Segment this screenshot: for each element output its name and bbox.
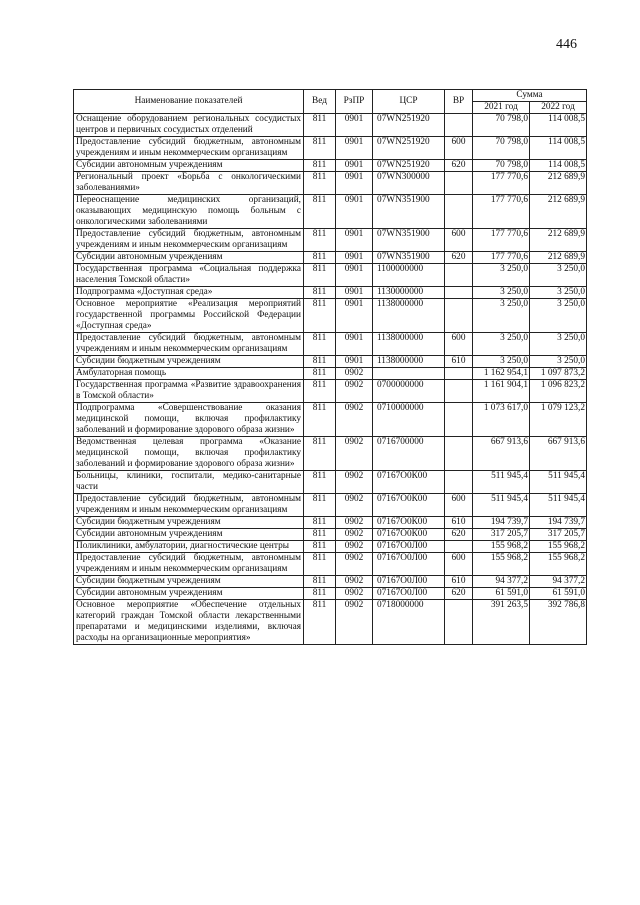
row-name: Субсидии бюджетным учреждениям xyxy=(74,517,304,529)
row-rzpr: 0901 xyxy=(336,172,373,195)
row-vr: 600 xyxy=(445,137,473,160)
row-sum-2022: 3 250,0 xyxy=(530,264,587,287)
row-sum-2021: 3 250,0 xyxy=(473,356,530,368)
row-ved: 811 xyxy=(304,517,336,529)
row-ved: 811 xyxy=(304,299,336,333)
row-ved: 811 xyxy=(304,137,336,160)
row-vr xyxy=(445,299,473,333)
row-ved: 811 xyxy=(304,380,336,403)
row-sum-2021: 1 161 904,1 xyxy=(473,380,530,403)
row-vr: 600 xyxy=(445,333,473,356)
table-row xyxy=(74,114,587,137)
row-vr xyxy=(445,195,473,229)
row-rzpr: 0901 xyxy=(336,287,373,299)
row-sum-2022: 212 689,9 xyxy=(530,195,587,229)
row-ved: 811 xyxy=(304,600,336,645)
row-sum-2022: 114 008,5 xyxy=(530,137,587,160)
row-sum-2022: 212 689,9 xyxy=(530,229,587,252)
row-rzpr: 0902 xyxy=(336,494,373,517)
row-vr xyxy=(445,471,473,494)
header-csr: ЦСР xyxy=(373,90,445,114)
row-csr: 07167О0К00 xyxy=(373,494,445,517)
row-name: Основное мероприятие «Реализация мероприятий государственной программы Российской Федерации «Доступная среда» xyxy=(74,299,304,333)
row-csr: 07WN300000 xyxy=(373,172,445,195)
row-rzpr: 0902 xyxy=(336,588,373,600)
row-ved: 811 xyxy=(304,160,336,172)
row-sum-2021: 1 073 617,0 xyxy=(473,403,530,437)
row-name: Предоставление субсидий бюджетным, автономным учреждениям и иным некоммерческим организациям xyxy=(74,333,304,356)
row-csr: 07167О0Л00 xyxy=(373,553,445,576)
table-row xyxy=(74,172,587,195)
row-sum-2022: 61 591,0 xyxy=(530,588,587,600)
row-sum-2022: 114 008,5 xyxy=(530,114,587,137)
row-rzpr: 0901 xyxy=(336,160,373,172)
table-row xyxy=(74,299,587,333)
row-ved: 811 xyxy=(304,471,336,494)
row-sum-2022: 155 968,2 xyxy=(530,553,587,576)
row-ved: 811 xyxy=(304,287,336,299)
row-vr xyxy=(445,287,473,299)
row-vr: 600 xyxy=(445,229,473,252)
row-vr xyxy=(445,403,473,437)
row-sum-2022: 1 097 873,2 xyxy=(530,368,587,380)
row-sum-2022: 212 689,9 xyxy=(530,172,587,195)
row-sum-2021: 70 798,0 xyxy=(473,137,530,160)
table-row xyxy=(74,517,587,529)
row-rzpr: 0901 xyxy=(336,252,373,264)
table-row xyxy=(74,494,587,517)
row-csr: 07WN351900 xyxy=(373,252,445,264)
row-sum-2022: 317 205,7 xyxy=(530,529,587,541)
row-csr xyxy=(373,368,445,380)
row-vr xyxy=(445,172,473,195)
row-name: Субсидии автономным учреждениям xyxy=(74,160,304,172)
row-sum-2022: 3 250,0 xyxy=(530,287,587,299)
row-name: Субсидии автономным учреждениям xyxy=(74,588,304,600)
table-row xyxy=(74,368,587,380)
row-name: Предоставление субсидий бюджетным, автономным учреждениям и иным некоммерческим организациям xyxy=(74,553,304,576)
row-ved: 811 xyxy=(304,403,336,437)
table-row xyxy=(74,588,587,600)
table-body xyxy=(74,114,587,645)
table-row xyxy=(74,229,587,252)
row-name: Ведомственная целевая программа «Оказание медицинской помощи, включая профилактику заболеваний и формирование здорового образа жизни» xyxy=(74,437,304,471)
row-rzpr: 0901 xyxy=(336,195,373,229)
row-sum-2022: 114 008,5 xyxy=(530,160,587,172)
row-sum-2021: 3 250,0 xyxy=(473,264,530,287)
row-vr xyxy=(445,600,473,645)
header-ved: Вед xyxy=(304,90,336,114)
row-sum-2021: 3 250,0 xyxy=(473,333,530,356)
row-sum-2021: 3 250,0 xyxy=(473,299,530,333)
row-csr: 07167О0К00 xyxy=(373,517,445,529)
row-csr: 0718000000 xyxy=(373,600,445,645)
row-name: Предоставление субсидий бюджетным, автономным учреждениям и иным некоммерческим организациям xyxy=(74,229,304,252)
table-row xyxy=(74,553,587,576)
row-rzpr: 0902 xyxy=(336,517,373,529)
row-sum-2022: 194 739,7 xyxy=(530,517,587,529)
table-row xyxy=(74,137,587,160)
row-vr: 600 xyxy=(445,553,473,576)
header-name: Наименование показателей xyxy=(74,90,304,114)
row-rzpr: 0902 xyxy=(336,529,373,541)
table-row xyxy=(74,600,587,645)
row-vr xyxy=(445,380,473,403)
row-ved: 811 xyxy=(304,553,336,576)
row-name: Основное мероприятие «Обеспечение отдельных категорий граждан Томской области лекарственными препаратами и медицинскими изделиями, включая расходы на организационные мероприятия» xyxy=(74,600,304,645)
row-rzpr: 0902 xyxy=(336,600,373,645)
row-ved: 811 xyxy=(304,252,336,264)
row-csr: 1138000000 xyxy=(373,356,445,368)
row-ved: 811 xyxy=(304,195,336,229)
row-rzpr: 0901 xyxy=(336,114,373,137)
row-csr: 1138000000 xyxy=(373,333,445,356)
row-csr: 07WN251920 xyxy=(373,114,445,137)
row-csr: 07WN351900 xyxy=(373,229,445,252)
budget-table xyxy=(73,89,587,645)
row-vr: 610 xyxy=(445,356,473,368)
row-csr: 1130000000 xyxy=(373,287,445,299)
header-rzpr: РзПР xyxy=(336,90,373,114)
row-name: Подпрограмма «Совершенствование оказания медицинской помощи, включая профилактику заболеваний и формирование здорового образа жизни» xyxy=(74,403,304,437)
row-sum-2021: 667 913,6 xyxy=(473,437,530,471)
row-name: Поликлиники, амбулатории, диагностические центры xyxy=(74,541,304,553)
row-sum-2022: 94 377,2 xyxy=(530,576,587,588)
header-vr: ВР xyxy=(445,90,473,114)
row-sum-2022: 155 968,2 xyxy=(530,541,587,553)
row-sum-2021: 177 770,6 xyxy=(473,229,530,252)
row-vr: 620 xyxy=(445,160,473,172)
table-row xyxy=(74,287,587,299)
row-csr: 07167О0К00 xyxy=(373,471,445,494)
row-sum-2021: 194 739,7 xyxy=(473,517,530,529)
row-sum-2022: 511 945,4 xyxy=(530,471,587,494)
row-ved: 811 xyxy=(304,368,336,380)
row-ved: 811 xyxy=(304,494,336,517)
row-name: Региональный проект «Борьба с онкологическими заболеваниями» xyxy=(74,172,304,195)
row-rzpr: 0902 xyxy=(336,437,373,471)
row-sum-2022: 3 250,0 xyxy=(530,299,587,333)
row-name: Больницы, клиники, госпитали, медико-санитарные части xyxy=(74,471,304,494)
row-sum-2021: 155 968,2 xyxy=(473,553,530,576)
row-csr: 07WN351900 xyxy=(373,195,445,229)
row-sum-2022: 1 079 123,2 xyxy=(530,403,587,437)
table-row xyxy=(74,403,587,437)
row-sum-2022: 392 786,8 xyxy=(530,600,587,645)
table-row xyxy=(74,471,587,494)
table-row xyxy=(74,356,587,368)
row-rzpr: 0902 xyxy=(336,368,373,380)
row-vr xyxy=(445,264,473,287)
row-sum-2022: 511 945,4 xyxy=(530,494,587,517)
row-ved: 811 xyxy=(304,356,336,368)
row-sum-2021: 61 591,0 xyxy=(473,588,530,600)
row-name: Субсидии бюджетным учреждениям xyxy=(74,576,304,588)
row-ved: 811 xyxy=(304,114,336,137)
row-ved: 811 xyxy=(304,437,336,471)
row-name: Субсидии бюджетным учреждениям xyxy=(74,356,304,368)
row-rzpr: 0902 xyxy=(336,576,373,588)
header-year-2021: 2021 год xyxy=(473,102,530,114)
row-name: Оснащение оборудованием региональных сосудистых центров и первичных сосудистых отделений xyxy=(74,114,304,137)
row-csr: 07167О0Л00 xyxy=(373,541,445,553)
row-sum-2021: 70 798,0 xyxy=(473,114,530,137)
table-row xyxy=(74,380,587,403)
row-rzpr: 0902 xyxy=(336,380,373,403)
row-rzpr: 0901 xyxy=(336,229,373,252)
row-ved: 811 xyxy=(304,229,336,252)
row-vr xyxy=(445,368,473,380)
row-csr: 07167О0К00 xyxy=(373,529,445,541)
row-rzpr: 0902 xyxy=(336,553,373,576)
row-ved: 811 xyxy=(304,529,336,541)
row-vr: 620 xyxy=(445,252,473,264)
row-name: Субсидии автономным учреждениям xyxy=(74,252,304,264)
row-csr: 07167О0Л00 xyxy=(373,576,445,588)
table-row xyxy=(74,541,587,553)
row-name: Предоставление субсидий бюджетным, автономным учреждениям и иным некоммерческим организациям xyxy=(74,137,304,160)
row-rzpr: 0901 xyxy=(336,137,373,160)
row-vr: 610 xyxy=(445,576,473,588)
row-name: Государственная программа «Социальная поддержка населения Томской области» xyxy=(74,264,304,287)
row-sum-2022: 3 250,0 xyxy=(530,356,587,368)
page-number: 446 xyxy=(556,37,577,52)
row-name: Государственная программа «Развитие здравоохранения в Томской области» xyxy=(74,380,304,403)
row-sum-2022: 3 250,0 xyxy=(530,333,587,356)
table-row xyxy=(74,333,587,356)
row-csr: 1100000000 xyxy=(373,264,445,287)
row-rzpr: 0901 xyxy=(336,356,373,368)
row-csr: 07WN251920 xyxy=(373,137,445,160)
row-csr: 07WN251920 xyxy=(373,160,445,172)
row-vr xyxy=(445,541,473,553)
row-vr: 620 xyxy=(445,588,473,600)
header-sum: Сумма xyxy=(473,90,587,102)
row-name: Амбулаторная помощь xyxy=(74,368,304,380)
row-name: Предоставление субсидий бюджетным, автономным учреждениям и иным некоммерческим организациям xyxy=(74,494,304,517)
row-sum-2021: 94 377,2 xyxy=(473,576,530,588)
row-vr: 610 xyxy=(445,517,473,529)
row-sum-2022: 667 913,6 xyxy=(530,437,587,471)
row-rzpr: 0901 xyxy=(336,333,373,356)
row-vr: 600 xyxy=(445,494,473,517)
row-ved: 811 xyxy=(304,264,336,287)
table-row xyxy=(74,437,587,471)
table-row xyxy=(74,252,587,264)
table-row xyxy=(74,160,587,172)
table-row xyxy=(74,576,587,588)
row-ved: 811 xyxy=(304,588,336,600)
row-sum-2021: 391 263,5 xyxy=(473,600,530,645)
row-sum-2021: 3 250,0 xyxy=(473,287,530,299)
row-ved: 811 xyxy=(304,541,336,553)
row-name: Подпрограмма «Доступная среда» xyxy=(74,287,304,299)
row-vr xyxy=(445,114,473,137)
row-csr: 07167О0Л00 xyxy=(373,588,445,600)
row-name: Переоснащение медицинских организаций, оказывающих медицинскую помощь больным с онкологическими заболеваниями xyxy=(74,195,304,229)
row-rzpr: 0901 xyxy=(336,264,373,287)
row-ved: 811 xyxy=(304,172,336,195)
table-row xyxy=(74,529,587,541)
row-name: Субсидии автономным учреждениям xyxy=(74,529,304,541)
row-sum-2021: 1 162 954,1 xyxy=(473,368,530,380)
row-ved: 811 xyxy=(304,576,336,588)
table-header xyxy=(74,90,587,114)
row-ved: 811 xyxy=(304,333,336,356)
row-sum-2021: 177 770,6 xyxy=(473,172,530,195)
row-csr: 1138000000 xyxy=(373,299,445,333)
row-csr: 0700000000 xyxy=(373,380,445,403)
row-sum-2021: 511 945,4 xyxy=(473,471,530,494)
row-csr: 0716700000 xyxy=(373,437,445,471)
table-row xyxy=(74,264,587,287)
row-sum-2022: 212 689,9 xyxy=(530,252,587,264)
row-sum-2021: 155 968,2 xyxy=(473,541,530,553)
row-vr xyxy=(445,437,473,471)
row-rzpr: 0902 xyxy=(336,541,373,553)
row-sum-2021: 317 205,7 xyxy=(473,529,530,541)
table-row xyxy=(74,195,587,229)
row-vr: 620 xyxy=(445,529,473,541)
row-sum-2021: 511 945,4 xyxy=(473,494,530,517)
row-csr: 0710000000 xyxy=(373,403,445,437)
header-year-2022: 2022 год xyxy=(530,102,587,114)
row-sum-2021: 177 770,6 xyxy=(473,252,530,264)
row-rzpr: 0902 xyxy=(336,403,373,437)
row-sum-2021: 70 798,0 xyxy=(473,160,530,172)
row-sum-2021: 177 770,6 xyxy=(473,195,530,229)
row-sum-2022: 1 096 823,2 xyxy=(530,380,587,403)
row-rzpr: 0902 xyxy=(336,471,373,494)
row-rzpr: 0901 xyxy=(336,299,373,333)
